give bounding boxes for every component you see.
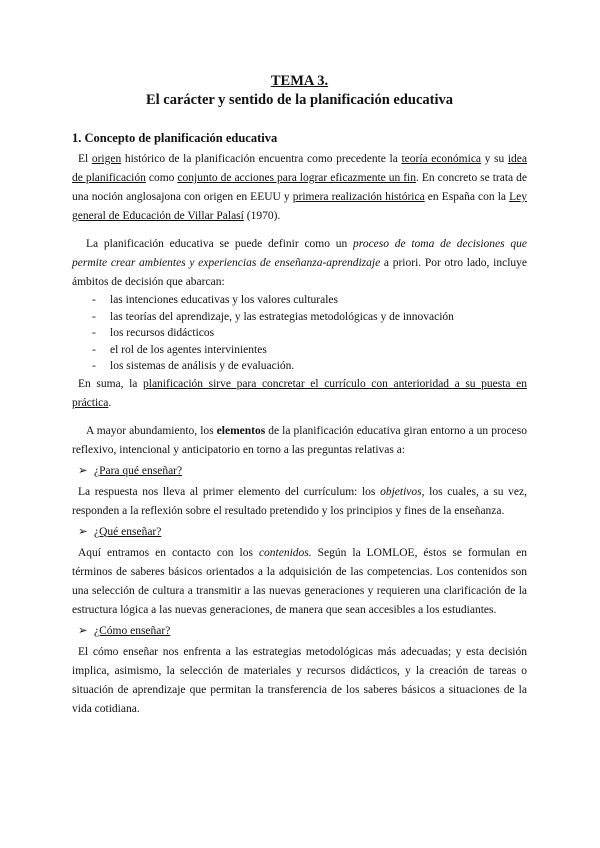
- list-item: - el rol de los agentes intervinientes: [72, 342, 527, 359]
- underlined-term: planificación sirve para concretar el currículo con anterioridad a su puesta en práctica: [72, 377, 527, 409]
- underlined-term: idea de planificación: [72, 153, 527, 184]
- paragraph-summary: En suma, la planificación sirve para concretar el currículo con anterioridad a su puesta en práctica.: [72, 377, 527, 409]
- question-text: ¿Para qué enseñar?: [94, 464, 183, 477]
- arrow-bullet-icon: ➢: [78, 525, 88, 538]
- paragraph-objectives: La respuesta nos lleva al primer elemento del currículum: los objetivos, los cuales, a su vez, responden a la reflexión sobre el resultado pretendido y los principios y fines de la enseñanza.: [72, 485, 527, 517]
- underlined-term: conjunto de acciones para lograr eficazmente un fin: [177, 172, 416, 184]
- underlined-term: origen: [91, 153, 122, 165]
- paragraph-elements: A mayor abundamiento, los elementos de la planificación educativa giran entorno a un proceso reflexivo, intencional y anticipatorio en torno a las preguntas relativas a:: [72, 424, 527, 456]
- italic-term: proceso de toma de decisiones que permite crear ambientes y experiencias de enseñanza-aprendizaje: [72, 238, 527, 269]
- document-page: [72, 72, 527, 719]
- section-heading: 1. Concepto de planificación educativa: [72, 131, 278, 145]
- underlined-term: teoría económica: [401, 153, 482, 165]
- decision-areas-list: [72, 292, 527, 375]
- question-como: [72, 622, 527, 641]
- bold-term: elementos: [216, 424, 266, 437]
- italic-term: contenidos.: [258, 546, 312, 559]
- list-item: - las intenciones educativas y los valores culturales: [72, 292, 527, 309]
- question-text: ¿Qué enseñar?: [94, 525, 162, 538]
- list-item: - los recursos didácticos: [72, 325, 527, 342]
- arrow-bullet-icon: ➢: [78, 624, 88, 637]
- question-que: [72, 523, 527, 542]
- paragraph-contents: Aquí entramos en contacto con los contenidos. Según la LOMLOE, éstos se formulan en términos de saberes básicos orientados a la adquisición de las competencias. Los contenidos son una selección de cultura a transmitir a las nuevas generaciones y requieren una clarificación de la estructura lógica a las nuevas generaciones, de manera que sean accesibles a los estudiantes.: [72, 546, 527, 616]
- italic-term: objetivos: [380, 485, 422, 498]
- list-item: - las teorías del aprendizaje, y las estrategias metodológicas y de innovación: [72, 309, 527, 326]
- question-text: ¿Cómo enseñar?: [94, 624, 171, 637]
- list-item: - los sistemas de análisis y de evaluación.: [72, 358, 527, 375]
- document-title: TEMA 3.: [270, 73, 329, 89]
- question-para-que: [72, 462, 527, 481]
- underlined-term: Ley general de Educación de Villar Palasí: [72, 191, 527, 222]
- paragraph-origin: El origen histórico de la planificación encuentra como precedente la teoría económica y su idea de planificación como conjunto de acciones para lograr eficazmente un fin. En concreto se trata de una noción anglosajona con origen en EEUU y primera realización histórica en España con la Ley general de Educación de Villar Palasí (1970).: [72, 153, 527, 222]
- paragraph-methods: El cómo enseñar nos enfrenta a las estrategias metodológicas más adecuadas; y esta decisión implica, asimismo, la selección de materiales y recursos didácticos, y la creación de tareas o situación de aprendizaje que permitan la transferencia de los saberes básicos a situaciones de la vida cotidiana.: [72, 645, 527, 715]
- paragraph-definition: La planificación educativa se puede definir como un proceso de toma de decisiones que permite crear ambientes y experiencias de enseñanza-aprendizaje a priori. Por otro lado, incluye ámbitos de decisión que abarcan:: [72, 238, 527, 288]
- underlined-term: primera realización histórica: [292, 191, 425, 203]
- arrow-bullet-icon: ➢: [78, 464, 88, 477]
- document-subtitle: El carácter y sentido de la planificación educativa: [145, 92, 454, 108]
